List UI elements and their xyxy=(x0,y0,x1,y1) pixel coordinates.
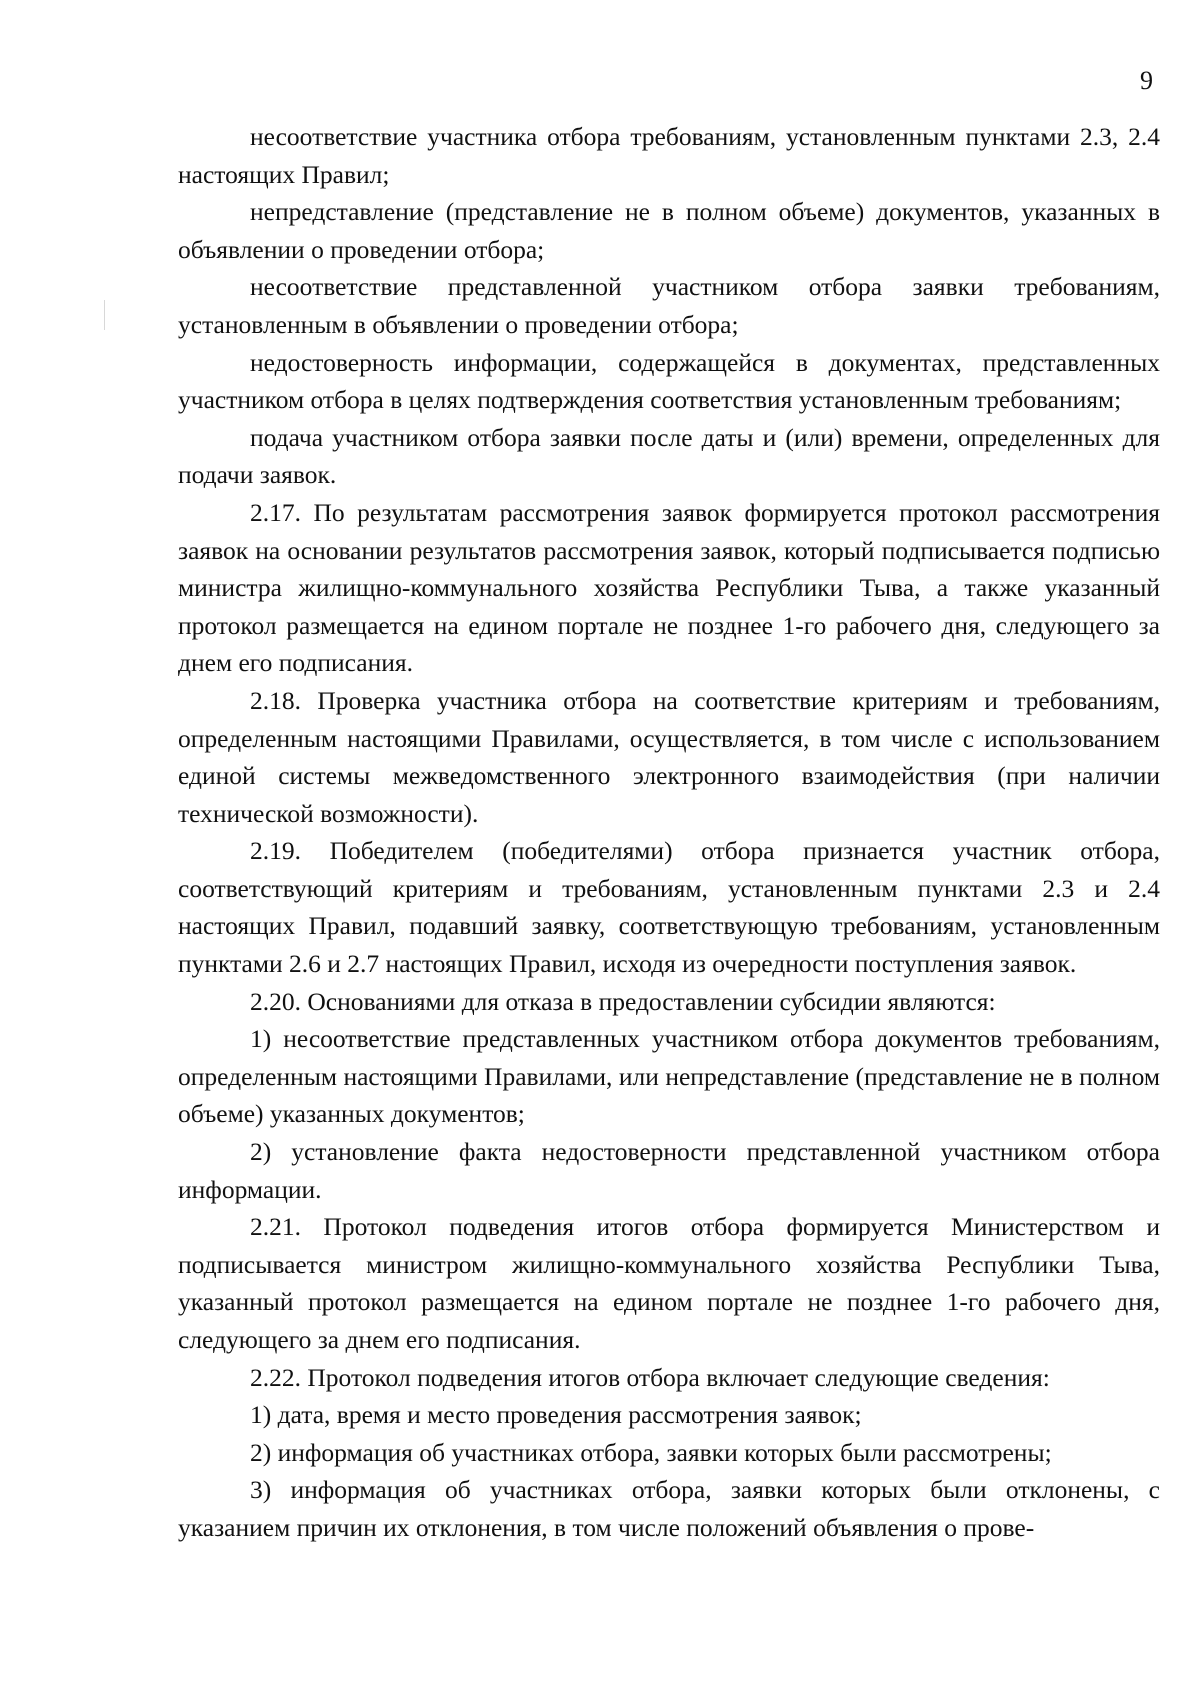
paragraph-late-submission: подача участником отбора заявки после даты и (или) времени, определенных для подачи заявок. xyxy=(178,422,1160,490)
paragraph-2-20-item-1: 1) несоответствие представленных участником отбора документов требованиям, определенным настоящими Правилами, или непредставление (представление не в полном объеме) указанных документов; xyxy=(178,1024,1160,1129)
document-body xyxy=(178,118,1160,1547)
paragraph-documents-not-provided: непредставление (представление не в полном объеме) документов, указанных в объявлении о проведении отбора; xyxy=(178,197,1160,264)
paragraph-2-20-item-2: 2) установление факта недостоверности представленной участником отбора информации. xyxy=(178,1137,1160,1204)
page-number: 9 xyxy=(1140,66,1153,95)
scan-artifact-line xyxy=(104,300,105,330)
paragraph-2-19: 2.19. Победителем (победителями) отбора признается участник отбора, соответствующий критериям и требованиям, установленным пунктами 2.3 и 2.4 настоящих Правил, подавший заявку, соответствующую требованиям, установленным пунктами 2.6 и 2.7 настоящих Правил, исходя из очередности поступления заявок. xyxy=(178,836,1160,979)
paragraph-2-21: 2.21. Протокол подведения итогов отбора формируется Министерством и подписывается министром жилищно-коммунального хозяйства Республики Тыва, указанный протокол размещается на едином портале не позднее 1-го рабочего дня, следующего за днем его подписания. xyxy=(178,1212,1160,1354)
paragraph-2-22-item-2: 2) информация об участниках отбора, заявки которых были рассмотрены; xyxy=(250,1437,1052,1467)
paragraph-2-18: 2.18. Проверка участника отбора на соответствие критериям и требованиям, определенным настоящими Правилами, осуществляется, в том числе с использованием единой системы межведомственного электронного взаимодействия (при наличии технической возможности). xyxy=(178,685,1160,828)
paragraph-2-22-item-3: 3) информация об участниках отбора, заявки которых были отклонены, с указанием причин их отклонения, в том числе положений объявления о прове- xyxy=(178,1475,1160,1542)
paragraph-requirements-mismatch: несоответствие участника отбора требованиям, установленным пунктами 2.3, 2.4 настоящих Правил; xyxy=(178,122,1160,189)
paragraph-2-22: 2.22. Протокол подведения итогов отбора включает следующие сведения: xyxy=(250,1362,1050,1392)
paragraph-unreliable-information: недостоверность информации, содержащейся в документах, представленных участником отбора в целях подтверждения соответствия установленным требованиям; xyxy=(178,347,1160,415)
paragraph-application-mismatch: несоответствие представленной участником отбора заявки требованиям, установленным в объявлении о проведении отбора; xyxy=(178,272,1160,339)
paragraph-2-17: 2.17. По результатам рассмотрения заявок формируется протокол рассмотрения заявок на основании результатов рассмотрения заявок, который подписывается подписью министра жилищно-коммунального хозяйства Республики Тыва, а также указанный протокол размещается на едином портале не позднее 1-го рабочего дня, следующего за днем его подписания. xyxy=(178,497,1160,678)
paragraph-2-22-item-1: 1) дата, время и место проведения рассмотрения заявок; xyxy=(250,1400,862,1430)
paragraph-2-20: 2.20. Основаниями для отказа в предоставлении субсидии являются: xyxy=(250,986,996,1016)
